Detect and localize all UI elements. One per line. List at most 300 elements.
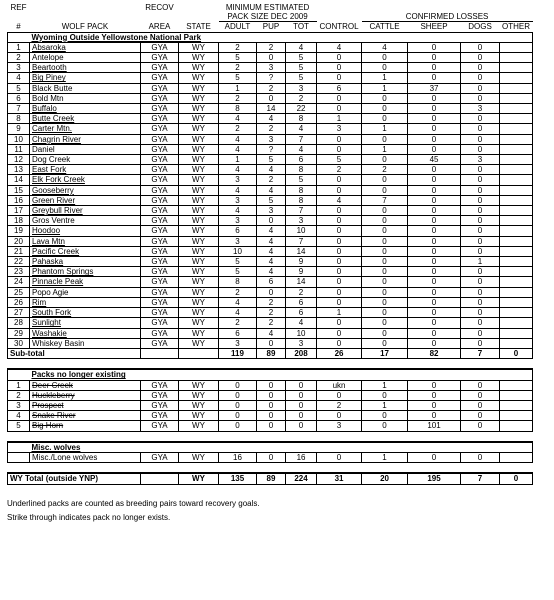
cell-name	[30, 287, 141, 297]
cell-name	[30, 328, 141, 338]
cell-st: WY	[179, 134, 219, 144]
cell-tot: 0	[286, 411, 317, 421]
cell-pup: 4	[257, 267, 286, 277]
cell-control: 0	[317, 277, 362, 287]
cell-name	[30, 267, 141, 277]
cell-tot: 14	[286, 277, 317, 287]
cell-area: GYA	[141, 287, 179, 297]
cell-adult: 3	[219, 338, 257, 348]
cell-name	[30, 185, 141, 195]
cell-n: 8	[8, 114, 30, 124]
cell-other	[500, 114, 533, 124]
cell-n: 11	[8, 144, 30, 154]
cell-dogs: 3	[461, 155, 500, 165]
cell-cattle: 0	[362, 53, 408, 63]
cell-st: WY	[179, 63, 219, 73]
cell-name	[30, 216, 141, 226]
table-row	[8, 297, 533, 307]
cell-n: 22	[8, 257, 30, 267]
cell-sheep: 0	[408, 53, 461, 63]
cell-sheep: 0	[408, 165, 461, 175]
cell-other	[500, 297, 533, 307]
cell-area: GYA	[141, 53, 179, 63]
subtotal-dogs: 7	[461, 348, 500, 358]
cell-dogs: 0	[461, 246, 500, 256]
cell-other	[500, 411, 533, 421]
cell-st: WY	[179, 287, 219, 297]
cell-sheep: 0	[408, 185, 461, 195]
cell-pup: 0	[257, 93, 286, 103]
cell-other	[500, 400, 533, 410]
cell-st: WY	[179, 195, 219, 205]
cell-sheep: 101	[408, 421, 461, 431]
cell-adult: 1	[219, 83, 257, 93]
cell-other	[500, 206, 533, 216]
cell-adult: 4	[219, 165, 257, 175]
cell-sheep: 0	[408, 63, 461, 73]
cell-other	[500, 195, 533, 205]
cell-dogs: 0	[461, 195, 500, 205]
cell-tot: 5	[286, 73, 317, 83]
cell-n: 21	[8, 246, 30, 256]
cell-sheep: 0	[408, 246, 461, 256]
cell-name	[30, 206, 141, 216]
table-row	[8, 165, 533, 175]
cell-name	[30, 338, 141, 348]
cell-other	[500, 104, 533, 114]
cell-st: WY	[179, 114, 219, 124]
cell-sheep: 0	[408, 93, 461, 103]
table-row	[8, 400, 533, 410]
cell-area: GYA	[141, 165, 179, 175]
cell-n: 13	[8, 165, 30, 175]
pack-name: Popo Agie	[32, 287, 69, 297]
cell-other	[500, 175, 533, 185]
cell-dogs: 0	[461, 411, 500, 421]
header-sheep: SHEEP	[408, 22, 461, 32]
table-cell	[362, 369, 408, 380]
cell-adult: 2	[219, 318, 257, 328]
cell-other	[500, 246, 533, 256]
cell-pup: ?	[257, 73, 286, 83]
subtotal-pup: 89	[257, 348, 286, 358]
cell-cattle: 0	[362, 297, 408, 307]
cell-tot: 9	[286, 267, 317, 277]
cell-n: 20	[8, 236, 30, 246]
cell-name	[30, 83, 141, 93]
cell-control: 0	[317, 287, 362, 297]
header-adult: ADULT	[219, 22, 257, 32]
table-cell	[461, 32, 500, 42]
cell-pup: ?	[257, 144, 286, 154]
cell-other	[500, 338, 533, 348]
cell-area: GYA	[141, 380, 179, 390]
cell-sheep: 0	[408, 104, 461, 114]
table-row	[8, 287, 533, 297]
cell-other	[500, 83, 533, 93]
cell-tot: 0	[286, 390, 317, 400]
cell-cattle: 0	[362, 246, 408, 256]
cell-adult: 0	[219, 421, 257, 431]
cell-control: 0	[317, 297, 362, 307]
cell-adult: 5	[219, 257, 257, 267]
cell-control: 0	[317, 73, 362, 83]
cell-st: WY	[179, 246, 219, 256]
cell-control: 0	[317, 411, 362, 421]
table-row	[8, 267, 533, 277]
cell-n: 29	[8, 328, 30, 338]
cell-cattle: 1	[362, 452, 408, 462]
table-cell	[8, 442, 30, 453]
cell-adult: 0	[219, 390, 257, 400]
cell-pup: 2	[257, 83, 286, 93]
cell-cattle: 0	[362, 277, 408, 287]
cell-other	[500, 236, 533, 246]
cell-dogs: 0	[461, 114, 500, 124]
cell-pup: 4	[257, 246, 286, 256]
table-cell	[500, 32, 533, 42]
cell-other	[500, 63, 533, 73]
cell-adult: 16	[219, 452, 257, 462]
cell-tot: 7	[286, 206, 317, 216]
cell-area: GYA	[141, 144, 179, 154]
header-row-2	[8, 12, 533, 22]
table-row	[8, 144, 533, 154]
cell-area: GYA	[141, 452, 179, 462]
cell-dogs: 0	[461, 452, 500, 462]
cell-adult: 10	[219, 246, 257, 256]
cell-dogs: 0	[461, 42, 500, 52]
cell-pup: 0	[257, 380, 286, 390]
pack-name: Hoodoo	[32, 226, 61, 236]
cell-control: 3	[317, 124, 362, 134]
cell-area: GYA	[141, 390, 179, 400]
cell-sheep: 0	[408, 124, 461, 134]
cell-adult: 6	[219, 226, 257, 236]
pack-name: Butte Creek	[32, 114, 75, 124]
cell-st: WY	[179, 42, 219, 52]
cell-adult: 4	[219, 144, 257, 154]
cell-area: GYA	[141, 104, 179, 114]
cell-cattle: 0	[362, 104, 408, 114]
cell-area: GYA	[141, 175, 179, 185]
cell-sheep: 0	[408, 267, 461, 277]
cell-tot: 7	[286, 134, 317, 144]
spacer-row	[8, 431, 533, 442]
cell-sheep: 0	[408, 328, 461, 338]
cell-adult: 4	[219, 134, 257, 144]
table-row	[8, 73, 533, 83]
cell-n: 17	[8, 206, 30, 216]
header-num: #	[8, 22, 30, 32]
cell-pup: 5	[257, 195, 286, 205]
cell-n: 19	[8, 226, 30, 236]
table-cell	[500, 369, 533, 380]
cell-cattle: 0	[362, 134, 408, 144]
cell-control: 2	[317, 165, 362, 175]
cell-st: WY	[179, 206, 219, 216]
cell-cattle: 0	[362, 185, 408, 195]
cell-area: GYA	[141, 206, 179, 216]
header-ref: REF	[10, 3, 27, 12]
cell-dogs: 0	[461, 63, 500, 73]
header-row-3	[8, 22, 533, 32]
pack-name: Deer Creek	[32, 380, 73, 390]
cell-control: 0	[317, 206, 362, 216]
pack-name: Sunlight	[32, 318, 61, 328]
spacer	[8, 463, 533, 474]
pack-name: Big Horn	[32, 421, 64, 431]
cell-control: 0	[317, 452, 362, 462]
header-other: OTHER	[500, 22, 533, 32]
cell-other	[500, 155, 533, 165]
pack-name: Big Piney	[32, 73, 66, 83]
cell-adult: 0	[219, 400, 257, 410]
cell-control: 5	[317, 155, 362, 165]
cell-cattle: 0	[362, 411, 408, 421]
pack-name: Greybull River	[32, 206, 83, 216]
cell-control: 0	[317, 267, 362, 277]
section-title-row	[8, 32, 533, 42]
cell-tot: 16	[286, 452, 317, 462]
table-row	[8, 83, 533, 93]
cell-sheep: 0	[408, 216, 461, 226]
cell-n: 16	[8, 195, 30, 205]
cell-tot: 4	[286, 124, 317, 134]
cell-adult: 8	[219, 104, 257, 114]
cell-cattle: 0	[362, 216, 408, 226]
spacer-row	[8, 463, 533, 474]
cell-name	[30, 144, 141, 154]
table-row	[8, 155, 533, 165]
cell-n: 30	[8, 338, 30, 348]
cell-n: 2	[8, 390, 30, 400]
cell-dogs: 0	[461, 318, 500, 328]
cell-n: 3	[8, 400, 30, 410]
cell-other	[500, 452, 533, 462]
cell-area: GYA	[141, 83, 179, 93]
cell-other	[500, 390, 533, 400]
pack-name: Dog Creek	[32, 155, 71, 165]
cell-control: 4	[317, 195, 362, 205]
cell-pup: 2	[257, 175, 286, 185]
cell-dogs: 3	[461, 104, 500, 114]
cell-cattle: 4	[362, 42, 408, 52]
cell-control: 0	[317, 53, 362, 63]
cell-name	[30, 318, 141, 328]
cell-adult: 0	[219, 380, 257, 390]
cell-control: 0	[317, 144, 362, 154]
cell-st: WY	[179, 338, 219, 348]
cell-area: GYA	[141, 114, 179, 124]
cell-dogs: 0	[461, 134, 500, 144]
cell-adult: 1	[219, 155, 257, 165]
subtotal-cattle: 17	[362, 348, 408, 358]
cell-cattle: 0	[362, 114, 408, 124]
pack-name: Whiskey Basin	[32, 338, 85, 348]
cell-pup: 0	[257, 452, 286, 462]
cell-pup: 0	[257, 216, 286, 226]
cell-st: WY	[179, 185, 219, 195]
cell-st: WY	[179, 328, 219, 338]
cell-pup: 0	[257, 411, 286, 421]
cell-control: 0	[317, 226, 362, 236]
cell-pup: 2	[257, 318, 286, 328]
cell-control: 0	[317, 185, 362, 195]
cell-pup: 0	[257, 421, 286, 431]
table-row	[8, 195, 533, 205]
cell-cattle: 0	[362, 206, 408, 216]
cell-other	[500, 165, 533, 175]
spacer	[8, 359, 533, 370]
cell-adult: 0	[219, 411, 257, 421]
cell-pup: 0	[257, 400, 286, 410]
cell-n: 18	[8, 216, 30, 226]
cell-area: GYA	[141, 257, 179, 267]
cell-adult: 4	[219, 114, 257, 124]
cell-other	[500, 267, 533, 277]
cell-tot: 4	[286, 318, 317, 328]
cell-sheep: 0	[408, 308, 461, 318]
cell-pup: 2	[257, 42, 286, 52]
cell-pup: 2	[257, 124, 286, 134]
cell-adult: 3	[219, 195, 257, 205]
cell-other	[500, 144, 533, 154]
cell-sheep: 0	[408, 287, 461, 297]
cell-sheep: 0	[408, 411, 461, 421]
cell-name	[30, 165, 141, 175]
table-row	[8, 124, 533, 134]
cell-st: WY	[179, 93, 219, 103]
cell-st: WY	[179, 124, 219, 134]
cell-st: WY	[179, 277, 219, 287]
header-area: AREA	[141, 22, 179, 32]
cell-st: WY	[179, 175, 219, 185]
table-cell	[317, 442, 362, 453]
table-row	[8, 175, 533, 185]
cell-area: GYA	[141, 216, 179, 226]
cell-area: GYA	[141, 411, 179, 421]
cell-name	[30, 308, 141, 318]
spacer	[8, 431, 533, 442]
subtotal-tot: 208	[286, 348, 317, 358]
cell-dogs: 0	[461, 338, 500, 348]
cell-tot: 5	[286, 63, 317, 73]
table-row	[8, 318, 533, 328]
cell-cattle: 1	[362, 124, 408, 134]
cell-tot: 10	[286, 226, 317, 236]
section-title: Packs no longer existing	[30, 369, 317, 380]
cell-sheep: 0	[408, 277, 461, 287]
pack-name: Rim	[32, 297, 47, 307]
cell-n: 3	[8, 63, 30, 73]
cell-tot: 4	[286, 42, 317, 52]
cell-name	[30, 297, 141, 307]
cell-n: 1	[8, 380, 30, 390]
cell-st: WY	[179, 267, 219, 277]
pack-name: East Fork	[32, 165, 67, 175]
pack-name: Snake River	[32, 411, 76, 421]
cell-n: 1	[8, 42, 30, 52]
table-row	[8, 277, 533, 287]
cell-st: WY	[179, 83, 219, 93]
cell-cattle: 0	[362, 328, 408, 338]
pack-name: Gooseberry	[32, 185, 74, 195]
cell-control: 2	[317, 400, 362, 410]
cell-tot: 0	[286, 421, 317, 431]
cell-area: GYA	[141, 277, 179, 287]
table-row	[8, 380, 533, 390]
cell-cattle: 0	[362, 390, 408, 400]
table-cell	[500, 442, 533, 453]
pack-name: Misc./Lone wolves	[32, 452, 98, 462]
pack-name: Bold Mtn	[32, 93, 64, 103]
cell-cattle: 1	[362, 380, 408, 390]
cell-other	[500, 328, 533, 338]
cell-cattle: 1	[362, 83, 408, 93]
cell-adult: 2	[219, 63, 257, 73]
cell-pup: 0	[257, 338, 286, 348]
cell-area: GYA	[141, 42, 179, 52]
cell-st: WY	[179, 73, 219, 83]
cell-name	[30, 124, 141, 134]
cell-sheep: 0	[408, 297, 461, 307]
cell-control: 0	[317, 338, 362, 348]
header-row-1	[8, 3, 533, 12]
section-title-row	[8, 369, 533, 380]
cell-other	[500, 287, 533, 297]
cell-n: 28	[8, 318, 30, 328]
table-row	[8, 104, 533, 114]
cell-name	[30, 175, 141, 185]
cell-control: 1	[317, 114, 362, 124]
cell-tot: 9	[286, 257, 317, 267]
header-tot: TOT	[286, 22, 317, 32]
cell-other	[500, 421, 533, 431]
cell-n: 14	[8, 175, 30, 185]
cell-dogs: 0	[461, 297, 500, 307]
cell-st: WY	[179, 216, 219, 226]
cell-name	[30, 452, 141, 462]
cell-control: 0	[317, 236, 362, 246]
table-row	[8, 93, 533, 103]
cell-sheep: 0	[408, 257, 461, 267]
cell-sheep: 0	[408, 144, 461, 154]
cell-tot: 14	[286, 246, 317, 256]
cell-st: WY	[179, 257, 219, 267]
table-cell	[8, 32, 30, 42]
cell-control: 1	[317, 308, 362, 318]
cell-sheep: 0	[408, 73, 461, 83]
cell-n: 15	[8, 185, 30, 195]
cell-adult: 5	[219, 53, 257, 63]
cell-control: 0	[317, 257, 362, 267]
cell-pup: 4	[257, 328, 286, 338]
cell-name	[30, 411, 141, 421]
table-row	[8, 63, 533, 73]
cell-adult: 6	[219, 328, 257, 338]
cell-control: 0	[317, 318, 362, 328]
cell-cattle: 1	[362, 400, 408, 410]
cell-adult: 4	[219, 308, 257, 318]
cell-tot: 22	[286, 104, 317, 114]
cell-cattle: 0	[362, 175, 408, 185]
cell-dogs: 0	[461, 421, 500, 431]
cell-sheep: 0	[408, 175, 461, 185]
cell-n: 7	[8, 104, 30, 114]
total-row	[8, 473, 533, 484]
cell-sheep: 0	[408, 390, 461, 400]
